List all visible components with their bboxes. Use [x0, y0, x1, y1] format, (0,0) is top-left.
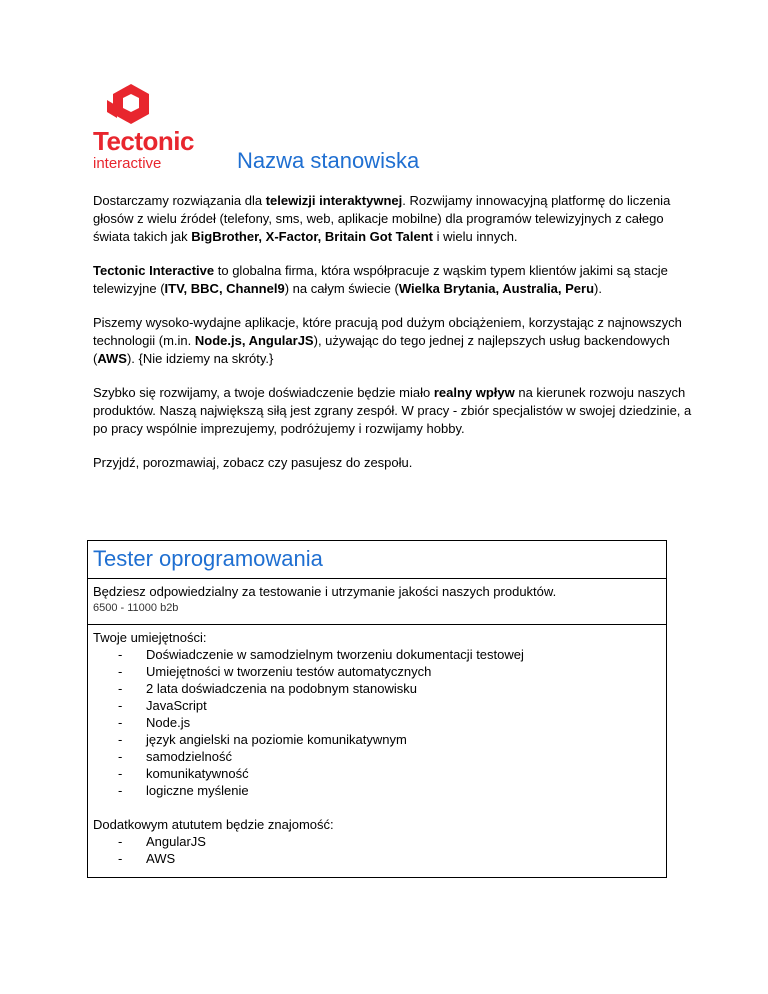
list-item: - komunikatywność [93, 765, 666, 782]
list-item: - Node.js [93, 714, 666, 731]
job-title: Tester oprogramowania [88, 541, 666, 579]
intro-paragraph-4: Szybko się rozwijamy, a twoje doświadczenie będzie miało realny wpływ na kierunek rozwoju naszych produktów. Naszą największą siłą jest zgrany zespół. W pracy - zbiór specjalistów w swojej dziedzinie, a po pracy wspólnie imprezujemy, podróżujemy i rozwijamy hobby. [93, 385, 692, 436]
job-summary-section [88, 579, 666, 625]
position-title: Nazwa stanowiska [237, 148, 420, 173]
intro-paragraph-2: Tectonic Interactive to globalna firma, która współpracuje z wąskim typem klientów jakimi są stacje telewizyjne (ITV, BBC, Channel9) na całym świecie (Wielka Brytania, Australia, Peru). [93, 263, 668, 296]
list-item: - JavaScript [93, 697, 666, 714]
skills-heading: Twoje umiejętności: [93, 630, 207, 645]
list-item: - Doświadczenie w samodzielnym tworzeniu dokumentacji testowej [93, 646, 666, 663]
list-item: - samodzielność [93, 748, 666, 765]
skills-list [93, 646, 666, 799]
list-item: - Umiejętności w tworzeniu testów automatycznych [93, 663, 666, 680]
list-item: - AWS [93, 850, 666, 867]
bonus-list [93, 833, 666, 867]
list-item: - język angielski na poziomie komunikatywnym [93, 731, 666, 748]
intro-paragraph-1: Dostarczamy rozwiązania dla telewizji interaktywnej. Rozwijamy innowacyjną platformę do liczenia głosów z wielu źródeł (telefony, sms, web, aplikacje mobilne) dla programów telewizyjnych z całego świata takich jak BigBrother, X-Factor, Britain Got Talent i wielu innych. [93, 193, 671, 244]
logo-subtitle: interactive [93, 155, 162, 172]
salary-range: 6500 - 11000 b2b [93, 602, 179, 614]
list-item: - 2 lata doświadczenia na podobnym stanowisku [93, 680, 666, 697]
tectonic-logo-icon [107, 84, 153, 124]
list-item: - logiczne myślenie [93, 782, 666, 799]
requirements-section [88, 625, 666, 867]
job-offer-card [87, 540, 667, 878]
job-summary: Będziesz odpowiedzialny za testowanie i utrzymanie jakości naszych produktów. [93, 584, 557, 599]
intro-paragraph-5: Przyjdź, porozmawiaj, zobacz czy pasujesz do zespołu. [93, 455, 413, 470]
company-logo [93, 84, 233, 174]
bonus-heading: Dodatkowym atututem będzie znajomość: [93, 817, 334, 832]
intro-paragraph-3: Piszemy wysoko-wydajne aplikacje, które pracują pod dużym obciążeniem, korzystając z najnowszych technologii (m.in. Node.js, AngularJS), używając do tego jednej z najlepszych usług backendowych (AWS). {Nie idziemy na skróty.} [93, 315, 682, 366]
list-item: - AngularJS [93, 833, 666, 850]
company-intro [93, 192, 693, 488]
logo-wordmark: Tectonic [93, 126, 194, 156]
